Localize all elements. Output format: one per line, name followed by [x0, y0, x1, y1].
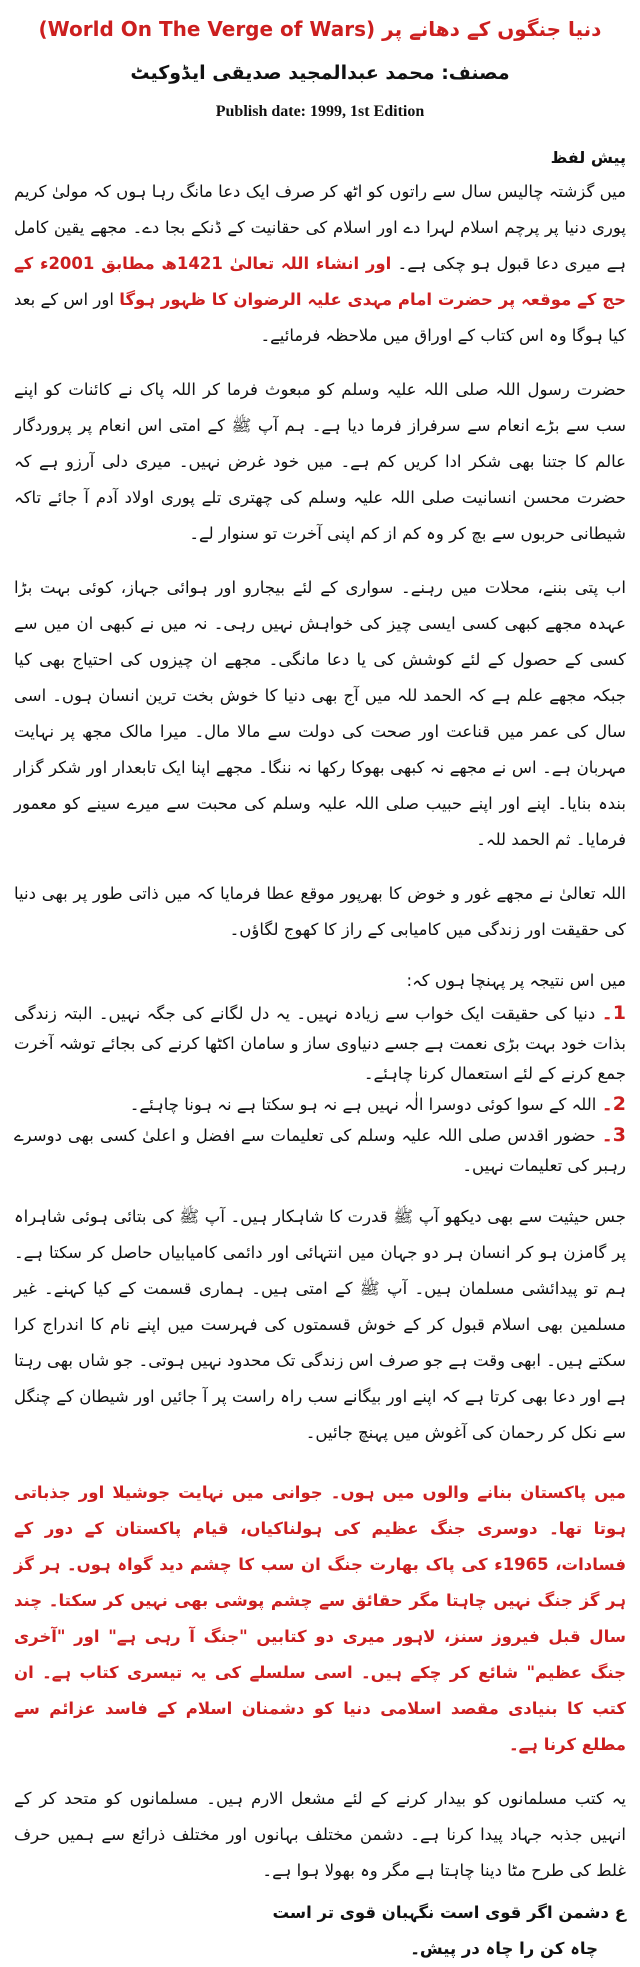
conclusions-list: [14, 966, 626, 1181]
list-item-number: 2۔: [601, 1093, 626, 1115]
paragraph-5: جس حیثیت سے بھی دیکھو آپ ﷺ قدرت کا شاہکار ہیں۔ آپ ﷺ کی بتائی ہوئی شاہراہ پر گامزن ہو کر انسان ہر دو جہان میں انتہائی اور دائمی کامیابیاں حاصل کر سکتا ہے۔ ہم تو پیدائشی مسلمان ہیں۔ آپ ﷺ کے امتی ہیں۔ ہماری قسمت کے کیا کہنے۔ غیر مسلمین بھی اسلام قبول کر کے خوش قسمتوں کی فہرست میں اپنے نام کا اندراج کرا سکتے ہیں۔ ابھی وقت ہے جو صرف اس زندگی تک محدود نہیں ہوتی۔ جو شاں بھی رہتا ہے اور دعا بھی کرتا ہے کہ اپنے اور بیگانے سب راہ راست پر آ جائیں اور شیطان کے چنگل سے نکل کر رحمان کی آغوش میں پہنچ جائیں۔: [14, 1207, 626, 1442]
title-english: (World On The Verge of Wars): [38, 17, 376, 41]
list-item-number: 3۔: [601, 1124, 626, 1146]
title-urdu: دنیا جنگوں کے دھانے پر: [382, 17, 602, 41]
list-item-text: دنیا کی حقیقت ایک خواب سے زیادہ نہیں۔ یہ دل لگانے کی جگہ نہیں۔ البتہ زندگی بذات خود بہت بڑی نعمت ہے جسے دنیاوی ساز و سامان اکٹھا کرنے کی بجائے توشہ آخرت جمع کرنے کے لئے استعمال کرنا چاہئے۔: [14, 1004, 626, 1083]
list-item: [14, 998, 626, 1089]
verse-line-2: چاہ کن را چاہ در پیش۔: [410, 1939, 598, 1958]
closing-verse: [14, 1895, 626, 1967]
paragraph-1-text-c: اور اس کے بعد کیا ہوگا وہ اس کتاب کے اوراق میں ملاحظہ فرمائیے۔: [14, 290, 626, 345]
author-line: مصنف: محمد عبدالمجید صدیقی ایڈوکیٹ: [130, 62, 510, 84]
publish-date: Publish date: 1999, 1st Edition: [215, 103, 425, 120]
paragraph-4: اللہ تعالیٰ نے مجھے غور و خوض کا بھرپور موقع عطا فرمایا کہ میں ذاتی طور پر بھی دنیا کی حقیقت اور زندگی میں کامیابی کے راز کا کھوج لگاؤں۔: [14, 884, 626, 939]
paragraph-6: میں پاکستان بنانے والوں میں ہوں۔ جوانی میں نہایت جوشیلا اور جذباتی ہوتا تھا۔ دوسری جنگ عظیم کی ہولناکیاں، قیام پاکستان کے دور کے فسادات، 1965ء کی پاک بھارت جنگ ان سب کا چشم دید گواہ ہوں۔ ہر گز ہر گز جنگ نہیں چاہتا مگر حقائق سے چشم پوشی بھی نہیں کر سکتا۔ چند سال قبل فیروز سنز، لاہور میری دو کتابیں "جنگ آ رہی ہے" اور "آخری جنگ عظیم" شائع کر چکے ہیں۔ اسی سلسلے کی یہ تیسری کتاب ہے۔ ان کتب کا بنیادی مقصد اسلامی دنیا کو دشمنان اسلام کے فاسد عزائم سے مطلع کرنا ہے۔: [14, 1483, 626, 1754]
paragraph-1-text-a: میں گزشتہ چالیس سال سے راتوں کو اٹھ کر صرف ایک دعا مانگ رہا ہوں کہ مولیٰ کریم پوری دنیا پر پرچم اسلام لہرا دے اور اسلام کی حقانیت کے ڈنکے بجا دے۔ مجھے یقین کامل ہے میری دعا قبول ہو چکی ہے۔: [14, 182, 626, 273]
list-item-text: حضور اقدس صلی اللہ علیہ وسلم کی تعلیمات سے افضل و اعلیٰ کسی بھی دوسرے رہبر کی تعلیمات نہیں۔: [14, 1126, 626, 1175]
list-item: [14, 1120, 626, 1181]
page-title: [14, 14, 626, 44]
list-item: [14, 1089, 626, 1120]
list-item-text: اللہ کے سوا کوئی دوسرا الٰہ نہیں ہے نہ ہو سکتا ہے نہ ہونا چاہئے۔: [129, 1095, 597, 1114]
paragraph-2: حضرت رسول اللہ صلی اللہ علیہ وسلم کو مبعوث فرما کر اللہ پاک نے کائنات کو اپنے سب سے بڑے انعام سے سرفراز فرما دیا ہے۔ ہم آپ ﷺ کے امتی اس انعام پر پروردگار عالم کا جتنا بھی شکر ادا کریں کم ہے۔ میں خود غرض نہیں۔ میری دلی آرزو ہے کہ حضرت محسن انسانیت صلی اللہ علیہ وسلم کی چھتری تلے پوری اولاد آدم آ جائے تاکہ شیطانی حربوں سے بچ کر وہ کم از کم اپنی آخرت تو سنوار لے۔: [14, 380, 626, 543]
verse-line-1: ع دشمن اگر قوی است نگہبان قوی تر است: [272, 1903, 626, 1922]
list-item-number: 1۔: [601, 1002, 626, 1024]
paragraph-3: اب پتی بننے، محلات میں رہنے۔ سواری کے لئے بیجارو اور ہوائی جہاز، کوئی بہت بڑا عہدہ مجھے کبھی کسی ایسی چیز کی خواہش نہیں رہی۔ نہ میں نے کبھی ان میں سے کسی کے حصول کے لئے کوشش کی یا دعا مانگی۔ مجھے ان چیزوں کی احتیاج بھی کیا جبکہ مجھے علم ہے کہ الحمد للہ میں آج بھی دنیا کا خوش بخت ترین انسان ہوں۔ اسی سال کی عمر میں قناعت اور صحت کی دولت سے مالا مال۔ میرا مالک مجھ پر نہایت مہربان ہے۔ اس نے مجھے نہ کبھی بھوکا رکھا نہ ننگا۔ مجھے اپنا ایک تابعدار اور شکر گزار بندہ بنایا۔ اپنے اور اپنے حبیب صلی اللہ علیہ وسلم کی محبت سے میرے سینے کو معمور فرمایا۔ ثم الحمد للہ۔: [14, 578, 626, 849]
paragraph-1: [14, 174, 626, 354]
foreword-heading: پیش لفظ: [550, 148, 626, 167]
conclusions-intro: میں اس نتیجہ پر پہنچا ہوں کہ:: [406, 971, 626, 990]
paragraph-7: یہ کتب مسلمانوں کو بیدار کرنے کے لئے مشعل الارم ہیں۔ مسلمانوں کو متحد کر کے انہیں جذبہ جہاد پیدا کرنا ہے۔ دشمن مختلف بہانوں اور مختلف ذرائع سے ہمیں حرف غلط کی طرح مٹا دینا چاہتا ہے مگر وہ بھولا ہوا ہے۔: [14, 1789, 626, 1880]
paragraph-1-highlight: اور انشاء اللہ تعالیٰ 1421ھ مطابق 2001ء کے حج کے موقعہ پر حضرت امام مہدی علیہ الرضوان کا ظہور ہوگا: [14, 254, 627, 309]
